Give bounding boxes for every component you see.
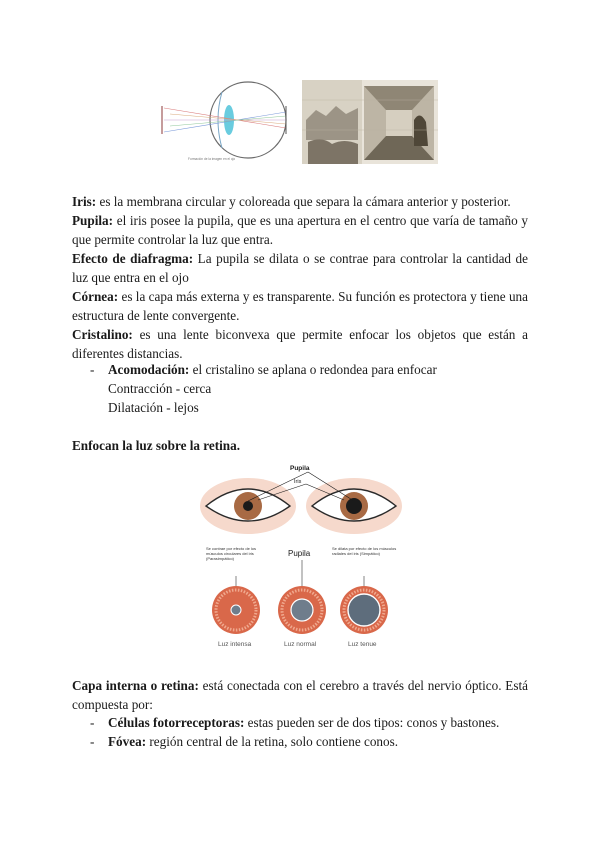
bullet-fotorreceptoras (108, 713, 528, 732)
caption-luz-normal: Luz normal (284, 641, 317, 648)
paragraph-cristalino (72, 325, 528, 364)
paragraph-pupila (72, 211, 528, 250)
bullet-dash: - (90, 734, 95, 749)
text-cristalino: es una lente biconvexa que permite enfocar los objetos que están a diferentes distancias. (72, 327, 528, 362)
text-retina: está conectada con el cerebro a través del nervio óptico. Está compuesta por: (72, 678, 528, 713)
caption-luz-tenue: Luz tenue (348, 641, 377, 648)
term-acomodacion: Acomodación: (108, 362, 190, 377)
text-acomodacion: el cristalino se aplana o redondea para enfocar (189, 362, 437, 377)
note-contraction: Se contrae por efecto de los músculos circulares del iris (Parasimpático) (206, 546, 257, 561)
text-diafragma: La pupila se dilata o se contrae para controlar la cantidad de luz que entra en el ojo (72, 251, 528, 286)
term-fotorreceptoras: Células fotorreceptoras: (108, 715, 245, 730)
paragraph-diafragma (72, 249, 528, 288)
iris-disc-intense (212, 586, 260, 634)
term-diafragma: Efecto de diafragma: (72, 251, 194, 266)
heading-enfocan: Enfocan la luz sobre la retina. (72, 438, 241, 453)
note-dilation-wrapper (332, 546, 400, 574)
pupil-figure (196, 464, 408, 656)
acomodacion-line-contraccion: Contracción - cerca (108, 381, 212, 396)
note-contraction-wrapper (206, 546, 272, 574)
term-pupila: Pupila: (72, 213, 114, 228)
term-iris: Iris: (72, 194, 97, 209)
text-fotorreceptoras: estas pueden ser de dos tipos: conos y bastones. (244, 715, 500, 730)
term-fovea: Fóvea: (108, 734, 147, 749)
label-pupila-top: Pupila (290, 465, 310, 472)
bullet-dash: - (90, 715, 95, 730)
camera-obscura-engraving (302, 80, 438, 164)
iris-disc-dim (340, 586, 388, 634)
bullet-acomodacion (108, 360, 528, 379)
acomodacion-line-dilatacion: Dilatación - lejos (108, 400, 199, 415)
term-cornea: Córnea: (72, 289, 119, 304)
text-iris: es la membrana circular y coloreada que separa la cámara anterior y posterior. (96, 194, 511, 209)
text-fovea: región central de la retina, solo contiene conos. (146, 734, 399, 749)
bullet-dash: - (90, 362, 95, 377)
label-iris: Iris (294, 479, 302, 485)
paragraph-cornea (72, 287, 528, 326)
term-cristalino: Cristalino: (72, 327, 133, 342)
bullet-fovea (108, 732, 528, 751)
term-retina: Capa interna o retina: (72, 678, 199, 693)
eye-optics-diagram (160, 78, 300, 164)
eye-diagram-caption: Formación de la imagen en el ojo (188, 157, 236, 161)
iris-disc-normal (278, 586, 326, 634)
label-pupila-center: Pupila (288, 549, 311, 558)
text-cornea: es la capa más externa y es transparente. Su función es protectora y tiene una estructura de lente convergente. (72, 289, 528, 324)
caption-luz-intensa: Luz intensa (218, 641, 252, 648)
note-dilation: Se dilata por efecto de los músculos radiales del iris (Simpático) (332, 546, 397, 556)
text-pupila: el iris posee la pupila, que es una apertura en el centro que varía de tamaño y que permite controlar la luz que entra. (72, 213, 528, 248)
paragraph-iris (72, 192, 528, 211)
paragraph-retina (72, 676, 528, 715)
